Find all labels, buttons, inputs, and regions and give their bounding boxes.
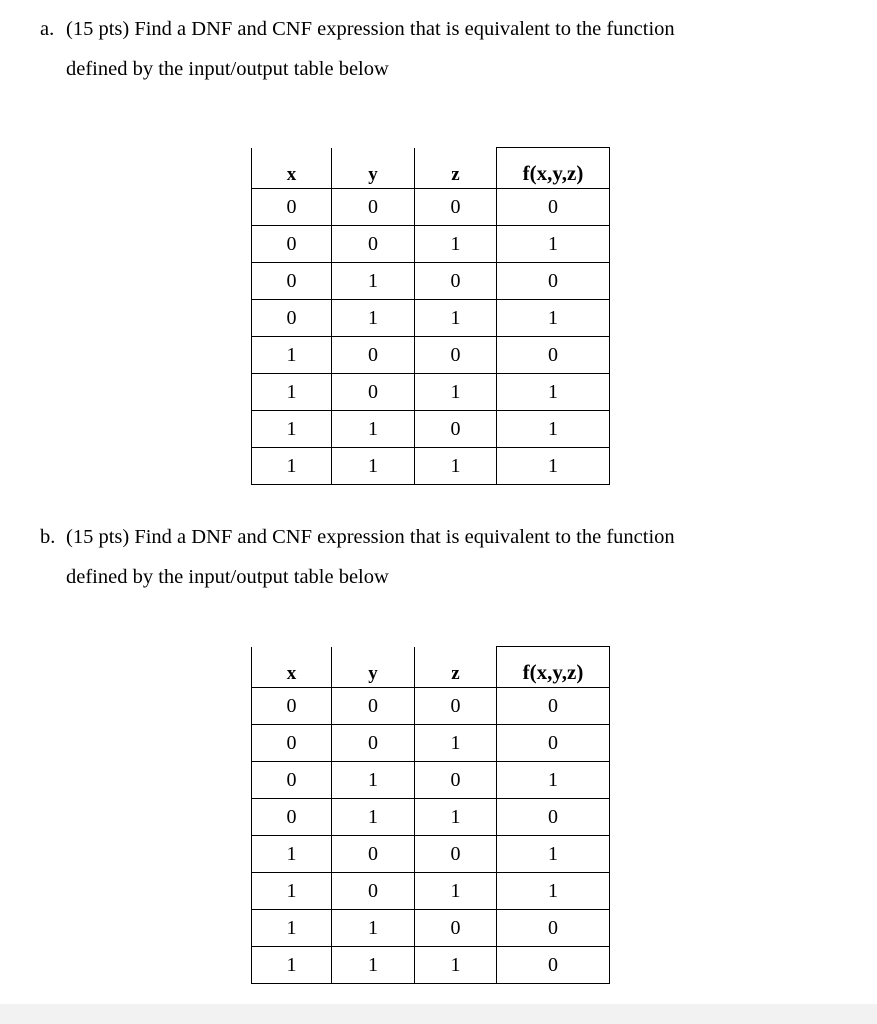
cell-y: 1 — [332, 947, 415, 984]
cell-z: 0 — [415, 411, 497, 448]
cell-y: 0 — [332, 873, 415, 910]
cell-z: 1 — [415, 448, 497, 485]
table-row — [252, 300, 610, 337]
cell-y: 0 — [332, 688, 415, 725]
cell-x: 1 — [252, 337, 332, 374]
cell-z: 0 — [415, 688, 497, 725]
problem-a-text-line2: defined by the input/output table below — [66, 58, 389, 80]
problem-b-text-line1: (15 pts) Find a DNF and CNF expression that is equivalent to the function — [66, 526, 675, 548]
problem-a-text-line1: (15 pts) Find a DNF and CNF expression that is equivalent to the function — [66, 18, 675, 40]
problem-a-statement — [40, 16, 840, 82]
cell-z: 1 — [415, 799, 497, 836]
header-x: x — [252, 647, 332, 688]
cell-z: 0 — [415, 337, 497, 374]
cell-y: 1 — [332, 910, 415, 947]
table-row — [252, 688, 610, 725]
table-row — [252, 873, 610, 910]
cell-f: 0 — [497, 263, 610, 300]
table-row — [252, 799, 610, 836]
cell-y: 1 — [332, 762, 415, 799]
cell-f: 1 — [497, 762, 610, 799]
cell-y: 1 — [332, 448, 415, 485]
table-header-row — [252, 647, 610, 688]
cell-x: 0 — [252, 799, 332, 836]
cell-f: 0 — [497, 947, 610, 984]
cell-y: 0 — [332, 725, 415, 762]
cell-y: 0 — [332, 374, 415, 411]
cell-y: 0 — [332, 226, 415, 263]
truth-table-a-body — [252, 189, 610, 485]
table-row — [252, 189, 610, 226]
table-row — [252, 226, 610, 263]
cell-x: 0 — [252, 725, 332, 762]
cell-f: 1 — [497, 374, 610, 411]
cell-z: 1 — [415, 300, 497, 337]
cell-z: 0 — [415, 189, 497, 226]
table-row — [252, 337, 610, 374]
cell-f: 0 — [497, 189, 610, 226]
cell-z: 1 — [415, 725, 497, 762]
cell-x: 1 — [252, 836, 332, 873]
cell-z: 1 — [415, 226, 497, 263]
header-x: x — [252, 148, 332, 189]
cell-y: 0 — [332, 836, 415, 873]
cell-f: 0 — [497, 910, 610, 947]
cell-f: 1 — [497, 411, 610, 448]
truth-table-b — [251, 646, 610, 984]
cell-z: 0 — [415, 762, 497, 799]
table-row — [252, 448, 610, 485]
header-y: y — [332, 148, 415, 189]
problem-b-statement — [40, 524, 840, 590]
cell-f: 0 — [497, 799, 610, 836]
cell-x: 1 — [252, 947, 332, 984]
cell-f: 1 — [497, 448, 610, 485]
table-row — [252, 836, 610, 873]
cell-y: 1 — [332, 799, 415, 836]
table-row — [252, 725, 610, 762]
cell-z: 1 — [415, 873, 497, 910]
cell-y: 0 — [332, 189, 415, 226]
table-row — [252, 762, 610, 799]
cell-f: 0 — [497, 337, 610, 374]
cell-x: 0 — [252, 263, 332, 300]
table-row — [252, 910, 610, 947]
truth-table-a — [251, 147, 610, 485]
cell-x: 0 — [252, 762, 332, 799]
cell-z: 1 — [415, 374, 497, 411]
header-z: z — [415, 148, 497, 189]
cell-y: 1 — [332, 300, 415, 337]
page-bottom-edge — [0, 1004, 877, 1024]
header-z: z — [415, 647, 497, 688]
table-row — [252, 947, 610, 984]
cell-z: 0 — [415, 263, 497, 300]
cell-x: 1 — [252, 910, 332, 947]
cell-f: 0 — [497, 688, 610, 725]
cell-f: 1 — [497, 226, 610, 263]
table-header-row — [252, 148, 610, 189]
header-y: y — [332, 647, 415, 688]
cell-x: 1 — [252, 374, 332, 411]
cell-y: 1 — [332, 411, 415, 448]
cell-x: 1 — [252, 411, 332, 448]
problem-a-letter: a. — [40, 18, 55, 40]
cell-z: 0 — [415, 910, 497, 947]
problem-b-text-line2: defined by the input/output table below — [66, 566, 389, 588]
cell-x: 0 — [252, 688, 332, 725]
cell-x: 1 — [252, 448, 332, 485]
cell-x: 0 — [252, 226, 332, 263]
header-f: f(x,y,z) — [497, 647, 610, 688]
table-row — [252, 263, 610, 300]
cell-x: 0 — [252, 300, 332, 337]
cell-z: 1 — [415, 947, 497, 984]
truth-table-b-body — [252, 688, 610, 984]
cell-y: 1 — [332, 263, 415, 300]
problem-b-letter: b. — [40, 526, 56, 548]
cell-x: 0 — [252, 189, 332, 226]
cell-f: 1 — [497, 300, 610, 337]
header-f: f(x,y,z) — [497, 148, 610, 189]
table-row — [252, 411, 610, 448]
cell-y: 0 — [332, 337, 415, 374]
cell-f: 1 — [497, 836, 610, 873]
table-row — [252, 374, 610, 411]
cell-f: 0 — [497, 725, 610, 762]
cell-z: 0 — [415, 836, 497, 873]
cell-f: 1 — [497, 873, 610, 910]
cell-x: 1 — [252, 873, 332, 910]
